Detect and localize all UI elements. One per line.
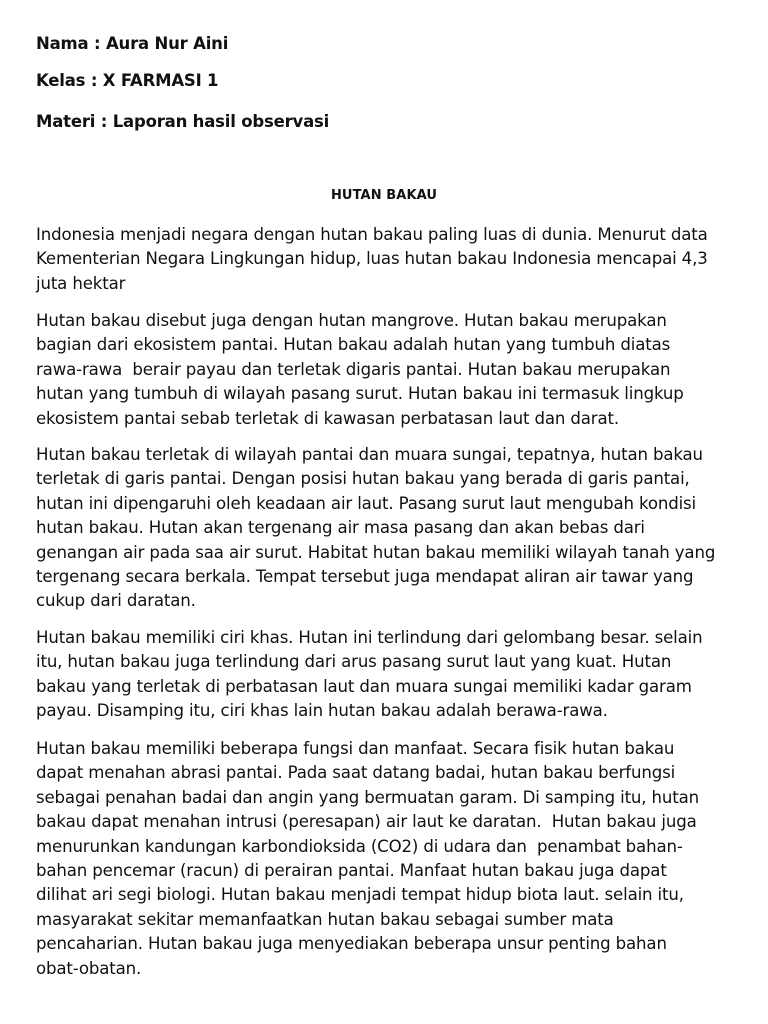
paragraph-4	[36, 626, 736, 724]
paragraph-line: bakau dapat menahan intrusi (peresapan) air laut ke daratan. Hutan bakau juga	[36, 812, 697, 832]
paragraph-2	[36, 309, 736, 431]
paragraph-line: genangan air pada saa air surut. Habitat hutan bakau memiliki wilayah tanah yang	[36, 542, 716, 562]
paragraph-line: menurunkan kandungan karbondioksida (CO2) di udara dan penambat bahan-	[36, 836, 683, 856]
paragraph-line: bakau yang terletak di perbatasan laut dan muara sungai memiliki kadar garam	[36, 676, 692, 696]
paragraph-line: dilihat ari segi biologi. Hutan bakau menjadi tempat hidup biota laut. selain itu,	[36, 885, 684, 905]
paragraph-line: terletak di garis pantai. Dengan posisi hutan bakau yang berada di garis pantai,	[36, 469, 690, 489]
paragraph-5	[36, 737, 736, 981]
paragraph-line: bagian dari ekosistem pantai. Hutan bakau adalah hutan yang tumbuh diatas	[36, 335, 671, 355]
paragraph-line: bahan pencemar (racun) di perairan pantai. Manfaat hutan bakau juga dapat	[36, 861, 667, 881]
paragraph-line: juta hektar	[36, 273, 126, 293]
paragraph-line: hutan ini dipengaruhi oleh keadaan air laut. Pasang surut laut mengubah kondisi	[36, 493, 697, 513]
paragraph-3	[36, 443, 736, 614]
paragraph-line: Hutan bakau memiliki beberapa fungsi dan manfaat. Secara fisik hutan bakau	[36, 739, 675, 758]
paragraph-line: pencaharian. Hutan bakau juga menyediakan beberapa unsur penting bahan	[36, 934, 667, 954]
paragraph-line: rawa-rawa berair payau dan terletak digaris pantai. Hutan bakau merupakan	[36, 359, 671, 379]
paragraph-line: tergenang secara berkala. Tempat tersebut juga mendapat aliran air tawar yang	[36, 567, 694, 587]
paragraph-line: ekosistem pantai sebab terletak di kawasan perbatasan laut dan darat.	[36, 408, 619, 428]
student-class: Kelas : X FARMASI 1	[36, 71, 219, 90]
paragraph-line: Indonesia menjadi negara dengan hutan bakau paling luas di dunia. Menurut data	[36, 225, 708, 244]
paragraph-line: itu, hutan bakau juga terlindung dari arus pasang surut laut yang kuat. Hutan	[36, 652, 672, 672]
paragraph-line: Kementerian Negara Lingkungan hidup, luas hutan bakau Indonesia mencapai 4,3	[36, 249, 708, 269]
student-name: Nama : Aura Nur Aini	[36, 34, 229, 53]
paragraph-line: obat-obatan.	[36, 958, 142, 978]
paragraph-line: sebagai penahan badai dan angin yang bermuatan garam. Di samping itu, hutan	[36, 787, 700, 807]
paragraph-1	[36, 223, 736, 296]
paragraph-line: masyarakat sekitar memanfaatkan hutan bakau sebagai sumber mata	[36, 909, 614, 929]
subject-material: Materi : Laporan hasil observasi	[36, 112, 330, 131]
paragraph-line: Hutan bakau terletak di wilayah pantai dan muara sungai, tepatnya, hutan bakau	[36, 445, 703, 464]
paragraph-line: payau. Disamping itu, ciri khas lain hutan bakau adalah berawa-rawa.	[36, 701, 608, 721]
paragraph-line: hutan yang tumbuh di wilayah pasang surut. Hutan bakau ini termasuk lingkup	[36, 384, 684, 404]
paragraph-line: Hutan bakau disebut juga dengan hutan mangrove. Hutan bakau merupakan	[36, 311, 667, 330]
paragraph-line: cukup dari daratan.	[36, 591, 196, 611]
paragraph-line: dapat menahan abrasi pantai. Pada saat datang badai, hutan bakau berfungsi	[36, 763, 676, 783]
document-title: HUTAN BAKAU	[330, 188, 438, 203]
paragraph-line: Hutan bakau memiliki ciri khas. Hutan ini terlindung dari gelombang besar. selain	[36, 628, 703, 647]
paragraph-line: hutan bakau. Hutan akan tergenang air masa pasang dan akan bebas dari	[36, 518, 645, 538]
